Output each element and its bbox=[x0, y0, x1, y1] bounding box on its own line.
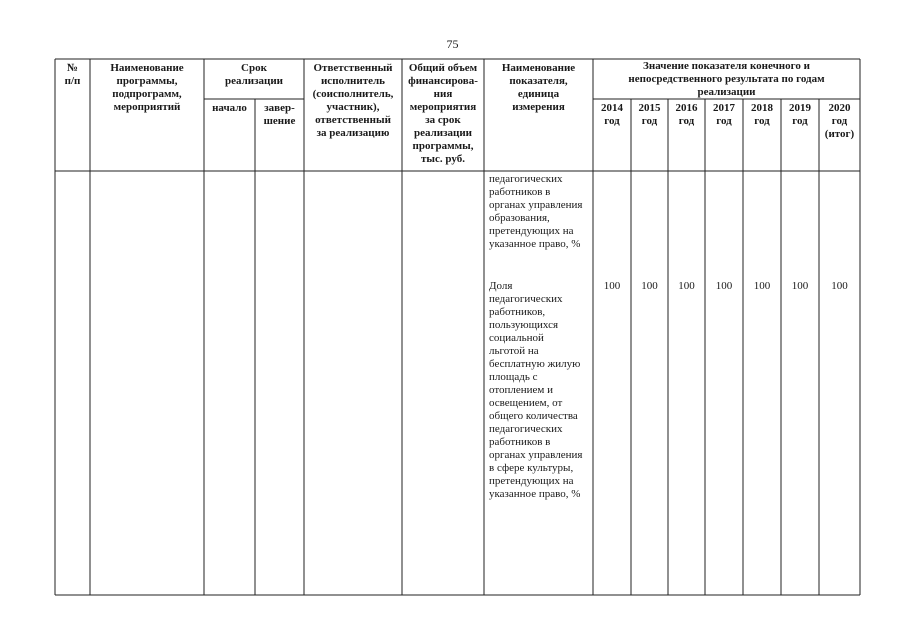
value-cell: 100 bbox=[603, 280, 621, 292]
header-term: Срок реализации bbox=[224, 62, 284, 87]
header-number: № п/п bbox=[64, 62, 81, 87]
header-year: 2017 год bbox=[713, 102, 735, 127]
header-year: 2014 год bbox=[601, 102, 623, 127]
value-cell: 100 bbox=[715, 280, 733, 292]
indicator-cell: Доля педагогических работников, пользующихся социальной льготой на бесплатную жилую площадь с отоплением и освещением, от общего количества педагогических работников в органах управления в сфере культуры, претендующих на указанное право, % bbox=[489, 280, 583, 500]
header-values-title: Значение показателя конечного и непосредственного результата по годам реализации bbox=[628, 60, 825, 98]
header-term-start: начало bbox=[212, 102, 247, 114]
header-year: 2015 год bbox=[638, 102, 661, 127]
value-cell: 100 bbox=[791, 280, 809, 292]
value-cell: 100 bbox=[831, 280, 848, 292]
header-program-name: Наименование программы, подпрограмм, мероприятий bbox=[110, 62, 184, 113]
value-cell: 100 bbox=[678, 280, 695, 292]
header-year: 2018 год bbox=[751, 102, 773, 127]
page-number: 75 bbox=[446, 37, 459, 51]
header-year: 2016 год bbox=[675, 102, 698, 127]
header-funding: Общий объем финансирова- ния мероприятия за срок реализации программы, тыс. руб. bbox=[408, 62, 478, 165]
header-executor: Ответственный исполнитель (соисполнитель, участник), ответственный за реализацию bbox=[312, 62, 394, 139]
header-indicator: Наименование показателя, единица измерения bbox=[501, 62, 576, 113]
value-cell: 100 bbox=[641, 280, 658, 292]
header-year: 2019 год bbox=[789, 102, 811, 127]
indicator-cell: педагогических работников в органах управления образования, претендующих на указанное право, % bbox=[489, 173, 583, 250]
header-year: 2020 год (итог) bbox=[824, 102, 855, 140]
value-cell: 100 bbox=[753, 280, 771, 292]
header-term-end: завер- шение bbox=[263, 102, 296, 127]
